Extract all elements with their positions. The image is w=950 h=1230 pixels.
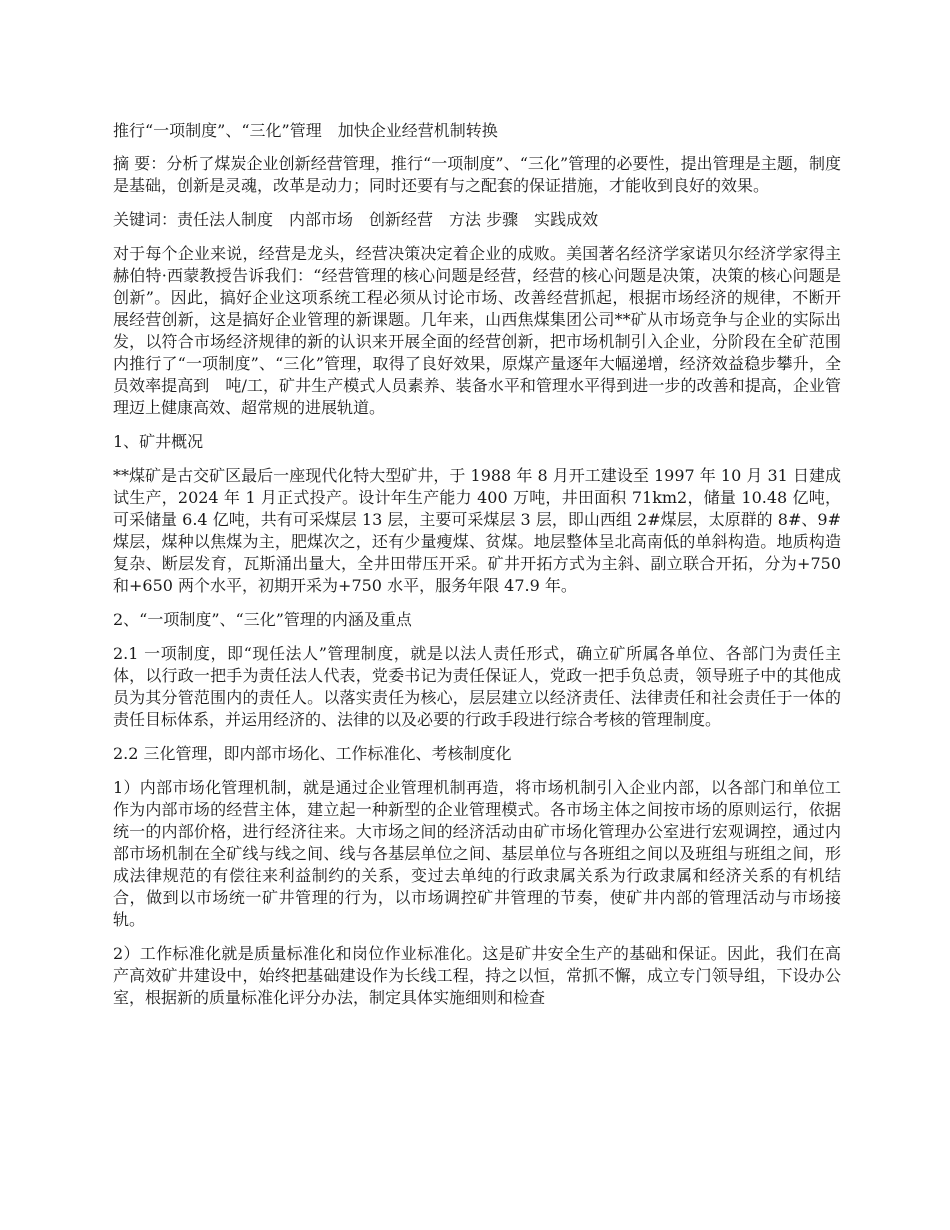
section-2-heading: 2、“一项制度”、“三化”管理的内涵及重点 — [113, 610, 412, 629]
keywords-line: 关键词：责任法人制度 内部市场 创新经营 方法 步骤 实践成效 — [113, 210, 599, 229]
section-2-2-heading: 2.2 三化管理，即内部市场化、工作标准化、考核制度化 — [113, 744, 512, 763]
intro-paragraph: 对于每个企业来说，经营是龙头，经营决策决定着企业的成败。美国著名经济学家诺贝尔经济学家得主赫伯特·西蒙教授告诉我们：“经营管理的核心问题是经营，经营的核心问题是决策，决策的核心问题是创新”。因此，搞好企业这项系统工程必须从讨论市场、改善经营抓起，根据市场经济的规律，不断开展经营创新，这是搞好企业管理的新课题。几年来，山西焦煤集团公司**矿从市场竞争与企业的实际出发，以符合市场经济规律的新的认识来开展全面的经营创新，把市场机制引入企业，分阶段在全矿范围内推行了“一项制度”、“三化”管理，取得了良好效果，原煤产量逐年大幅递增，经济效益稳步攀升，全员效率提高到 吨/工，矿井生产模式人员素养、装备水平和管理水平得到进一步的改善和提高，企业管理迈上健康高效、超常规的进展轨道。 — [113, 244, 841, 417]
document-page — [113, 120, 841, 1021]
section-1-paragraph: **煤矿是古交矿区最后一座现代化特大型矿井，于 1988 年 8 月开工建设至 1997 年 10 月 31 日建成试生产，2024 年 1 月正式投产。设计年生产能力 400 万吨，井田面积 71km2，储量 10.48 亿吨，可采储量 6.4 亿吨，共有可采煤层 13 层，主要可采煤层 3 层，即山西组 2#煤层，太原群的 8#、9#煤层，煤种以焦煤为主，肥煤次之，还有少量瘦煤、贫煤。地层整体呈北高南低的单斜构造。地质构造复杂、断层发育，瓦斯涌出量大，全井田带压开采。矿井开拓方式为主斜、副立联合开拓，分为+750 和+650 两个水平，初期开采为+750 水平，服务年限 47.9 年。 — [113, 466, 841, 595]
item-1-paragraph: 1）内部市场化管理机制，就是通过企业管理机制再造，将市场机制引入企业内部，以各部门和单位工作为内部市场的经营主体，建立起一种新型的企业管理模式。各市场主体之间按市场的原则运行，依据统一的内部价格，进行经济往来。大市场之间的经济活动由矿市场化管理办公室进行宏观调控，通过内部市场机制在全矿线与线之间、线与各基层单位之间、基层单位与各班组之间以及班组与班组之间，形成法律规范的有偿往来利益制约的关系，变过去单纯的行政隶属关系为行政隶属和经济关系的有机结合，做到以市场统一矿井管理的行为，以市场调控矿井管理的节奏，使矿井内部的管理活动与市场接轨。 — [113, 778, 841, 929]
section-1-heading: 1、矿井概况 — [113, 432, 204, 451]
abstract-paragraph: 摘 要：分析了煤炭企业创新经营管理，推行“一项制度”、“三化”管理的必要性，提出管理是主题，制度是基础，创新是灵魂，改革是动力；同时还要有与之配套的保证措施，才能收到良好的效果。 — [113, 154, 841, 195]
document-title: 推行“一项制度”、“三化”管理 加快企业经营机制转换 — [113, 121, 498, 140]
item-2-paragraph: 2）工作标准化就是质量标准化和岗位作业标准化。这是矿井安全生产的基础和保证。因此，我们在高产高效矿井建设中，始终把基础建设作为长线工程，持之以恒，常抓不懈，成立专门领导组，下设办公室，根据新的质量标准化评分办法，制定具体实施细则和检查 — [113, 944, 841, 1007]
section-2-1-paragraph: 2.1 一项制度，即“现任法人”管理制度，就是以法人责任形式，确立矿所属各单位、各部门为责任主体，以行政一把手为责任法人代表，党委书记为责任保证人，党政一把手负总责，领导班子中的其他成员为其分管范围内的责任人。以落实责任为核心，层层建立以经济责任、法律责任和社会责任于一体的责任目标体系，并运用经济的、法律的以及必要的行政手段进行综合考核的管理制度。 — [113, 644, 841, 729]
